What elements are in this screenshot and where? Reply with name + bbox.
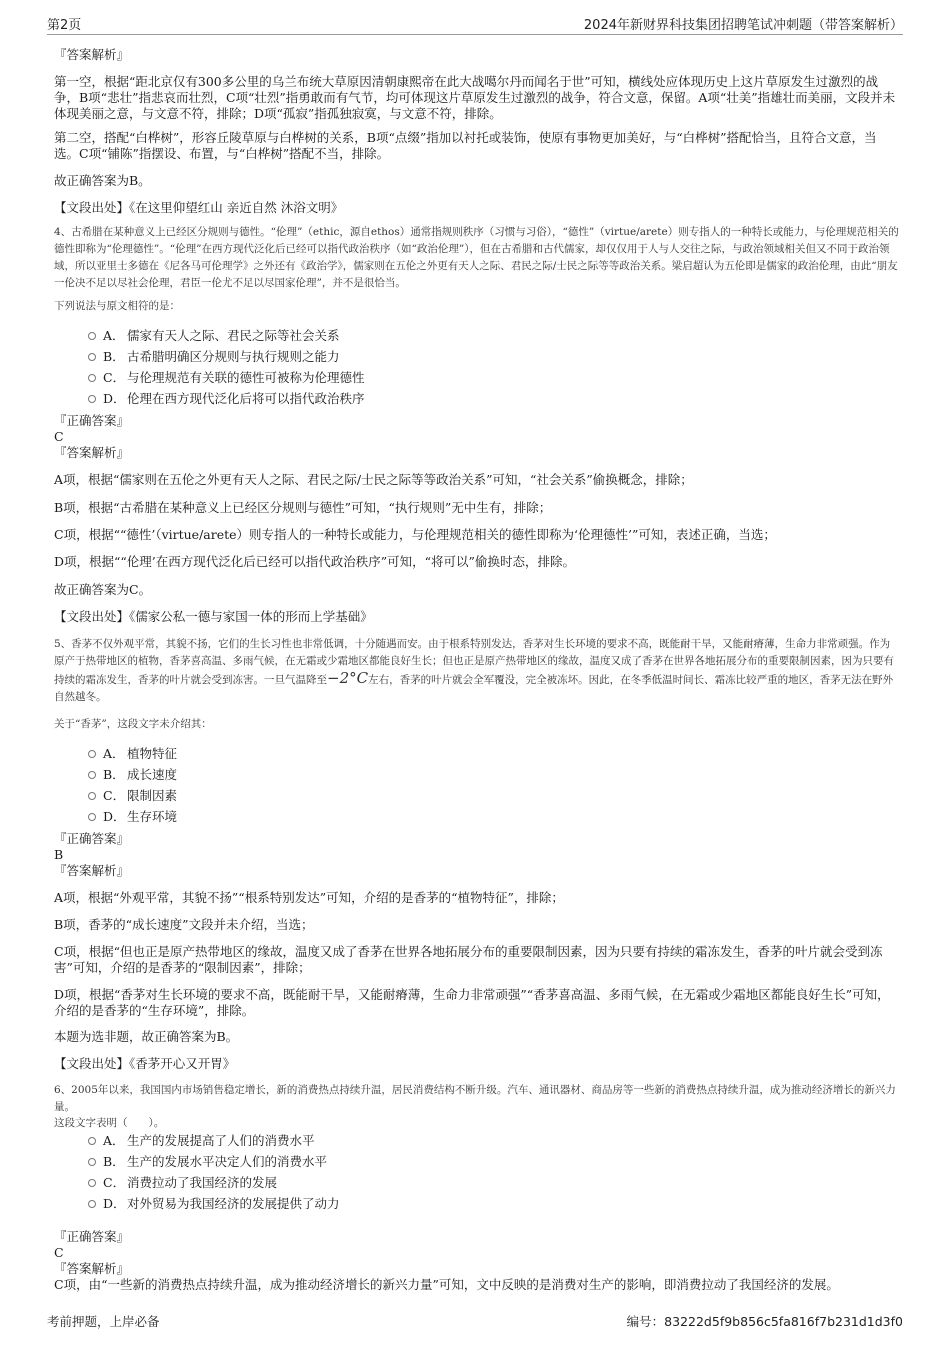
- temperature-value: −2°C: [327, 669, 369, 687]
- q4-option-d[interactable]: D． 伦理在西方现代泛化后将可以指代政治秩序: [88, 391, 365, 407]
- footer-slogan: 考前押题，上岸必备: [47, 1314, 160, 1329]
- radio-icon[interactable]: [88, 792, 96, 800]
- radio-icon[interactable]: [88, 1200, 96, 1208]
- q5-explain-c: C项，根据“但也正是原产热带地区的缘故，温度又成了香茅在世界各地拓展分布的重要限制因素，因为只要有持续的霜冻发生，香茅的叶片就会受到冻害”可知，介绍的是香茅的“限制因素”，排除；: [54, 944, 883, 975]
- q5-explain-d: D项，根据“香茅对生长环境的要求不高，既能耐干旱，又能耐瘠薄，生命力非常顽强”“香茅喜高温、多雨气候，在无霜或少霜地区都能良好生长”可知，介绍的是香茅的“生存环境”，排除。: [54, 987, 890, 1018]
- q5-explain-a: A项，根据“外观平常，其貌不扬”“根系特别发达”可知，介绍的是香茅的“植物特征”，排除；: [54, 890, 564, 905]
- q6-question: 这段文字表明（ ）。: [54, 1117, 165, 1129]
- q5-conclusion: 本题为选非题，故正确答案为B。: [54, 1029, 239, 1044]
- q4-source: 【文段出处】《儒家公私一德与家国一体的形而上学基础》: [54, 609, 373, 624]
- q5-option-a[interactable]: A． 植物特征: [88, 746, 177, 762]
- q4-explain-d: D项，根据““伦理’在西方现代泛化后已经可以指代政治秩序”可知，“将可以”偷换时态，排除。: [54, 554, 575, 569]
- q6-explain: C项，由“一些新的消费热点持续升温，成为推动经济增长的新兴力量”可知，文中反映的是消费对生产的影响，即消费拉动了我国经济的发展。: [54, 1277, 839, 1292]
- q6-passage: 6、2005年以来，我国国内市场销售稳定增长，新的消费热点持续升温，居民消费结构不断升级。汽车、通讯器材、商品房等一些新的消费热点持续升温，成为推动经济增长的新兴力量。: [54, 1084, 896, 1113]
- q5-option-d[interactable]: D． 生存环境: [88, 809, 177, 825]
- q6-explain-label: 『答案解析』: [54, 1261, 130, 1276]
- radio-icon[interactable]: [88, 771, 96, 779]
- q4-explain-c: C项，根据““德性’（virtue/arete）则专指人的一种特长或能力，与伦理规范相关的德性即称为‘伦理德性’”可知，表述正确，当选；: [54, 527, 776, 542]
- q4-correct-answer: C: [54, 429, 64, 444]
- radio-icon[interactable]: [88, 353, 96, 361]
- q4-option-c[interactable]: C． 与伦理规范有关联的德性可被称为伦理德性: [88, 370, 365, 386]
- radio-icon[interactable]: [88, 1179, 96, 1187]
- q4-option-a[interactable]: A． 儒家有天人之际、君民之际等社会关系: [88, 328, 340, 344]
- q3-explain-label: 『答案解析』: [54, 47, 130, 62]
- radio-icon[interactable]: [88, 813, 96, 821]
- document-code: 编号：83222d5f9b856c5fa816f7b231d1d3f0: [626, 1314, 903, 1329]
- q5-option-b[interactable]: B． 成长速度: [88, 767, 177, 783]
- q4-option-b[interactable]: B． 古希腊明确区分规则与执行规则之能力: [88, 349, 340, 365]
- page-number: 第2页: [47, 18, 82, 33]
- q5-explain-label: 『答案解析』: [54, 863, 130, 878]
- q6-option-d[interactable]: D． 对外贸易为我国经济的发展提供了动力: [88, 1196, 340, 1212]
- q5-option-c[interactable]: C． 限制因素: [88, 788, 177, 804]
- q3-explain-p1: 第一空，根据“距北京仅有300多公里的乌兰布统大草原因清朝康熙帝在此大战噶尔丹而闻名于世”可知，横线处应体现历史上这片草原发生过激烈的战争，B项“悲壮”指悲哀而壮烈，C项“壮烈”指勇敢而有气节，均可体现这片草原发生过激烈的战争，符合文意，保留。A项“壮美”指雄壮而美丽，文段并未体现美丽之意，与文意不符，排除；D项“孤寂”指孤独寂寞，与文意不符，排除。: [54, 74, 896, 121]
- q6-option-a[interactable]: A． 生产的发展提高了人们的消费水平: [88, 1133, 315, 1149]
- q4-explain-label: 『答案解析』: [54, 445, 130, 460]
- q4-explain-a: A项，根据“儒家则在五伦之外更有天人之际、君民之际/士民之际等等政治关系”可知，“社会关系”偷换概念，排除；: [54, 472, 693, 487]
- q4-explain-b: B项，根据“古希腊在某种意义上已经区分规则与德性”可知，“执行规则”无中生有，排除；: [54, 500, 552, 515]
- q5-passage: 5、香茅不仅外观平常，其貌不扬，它们的生长习性也非常低调，十分随遇而安。由于根系特别发达，香茅对生长环境的要求不高，既能耐干旱，又能耐瘠薄，生命力非常顽强。作为原产于热带地区的植物，香茅喜高温、多雨气候，在无霜或少霜地区都能良好生长；但也正是原产热带地区的缘故，温度又成了香茅在世界各地拓展分布的重要限制因素，因为只要有持续的霜冻发生，香茅的叶片就会受到冻害。一旦气温降至−2°C左右，香茅的叶片就会全军覆没，完全被冻坏。因此，在冬季低温时间长、霜冻比较严重的地区，香茅无法在野外自然越冬。: [54, 638, 894, 703]
- document-title: 2024年新财界科技集团招聘笔试冲刺题（带答案解析）: [583, 18, 903, 33]
- radio-icon[interactable]: [88, 1137, 96, 1145]
- q6-correct-label: 『正确答案』: [54, 1229, 130, 1244]
- q4-passage: 4、古希腊在某种意义上已经区分规则与德性。“伦理”（ethic，源自ethos）通常指规则秩序（习惯与习俗），“德性”（virtue/arete）则专指人的一种特长或能力，与伦理规范相关的德性即称为“伦理德性”。“伦理”在西方现代泛化后已经可以指代政治秩序（如“政治伦理”），但在古希腊和古代儒家，却仅仅用于人与人交往之际，与政治领域相关但又不同于政治领域，所以亚里士多德在《尼各马可伦理学》之外还有《政治学》，儒家则在五伦之外更有天人之际、君民之际/士民之际等等政治关系。梁启超认为五伦即是儒家的政治伦理，由此“朋友一伦决不足以尽社会伦理，君臣一伦尤不足以尽国家伦理”，并不是很恰当。: [54, 226, 899, 289]
- q6-correct-answer: C: [54, 1245, 64, 1260]
- q4-correct-label: 『正确答案』: [54, 413, 130, 428]
- q3-explain-p2: 第二空，搭配“白桦树”，形容丘陵草原与白桦树的关系，B项“点缀”指加以衬托或装饰，使原有事物更加美好，与“白桦树”搭配恰当，且符合文意，当选。C项“铺陈”指摆设、布置，与“白桦树”搭配不当，排除。: [54, 130, 877, 161]
- radio-icon[interactable]: [88, 374, 96, 382]
- q6-option-b[interactable]: B． 生产的发展水平决定人们的消费水平: [88, 1154, 327, 1170]
- q5-question: 关于“香茅”，这段文字未介绍其：: [54, 718, 212, 730]
- q5-correct-label: 『正确答案』: [54, 831, 130, 846]
- radio-icon[interactable]: [88, 395, 96, 403]
- radio-icon[interactable]: [88, 750, 96, 758]
- radio-icon[interactable]: [88, 332, 96, 340]
- q5-correct-answer: B: [54, 847, 64, 862]
- q3-source: 【文段出处】《在这里仰望红山 亲近自然 沐浴文明》: [54, 200, 344, 215]
- q3-conclusion: 故正确答案为B。: [54, 173, 151, 188]
- radio-icon[interactable]: [88, 1158, 96, 1166]
- q6-option-c[interactable]: C． 消费拉动了我国经济的发展: [88, 1175, 277, 1191]
- q5-explain-b: B项，香茅的“成长速度”文段并未介绍，当选；: [54, 917, 314, 932]
- page-header: [47, 12, 903, 35]
- q4-conclusion: 故正确答案为C。: [54, 582, 152, 597]
- q4-question: 下列说法与原文相符的是：: [54, 300, 180, 312]
- q5-source: 【文段出处】《香茅开心又开胃》: [54, 1056, 236, 1071]
